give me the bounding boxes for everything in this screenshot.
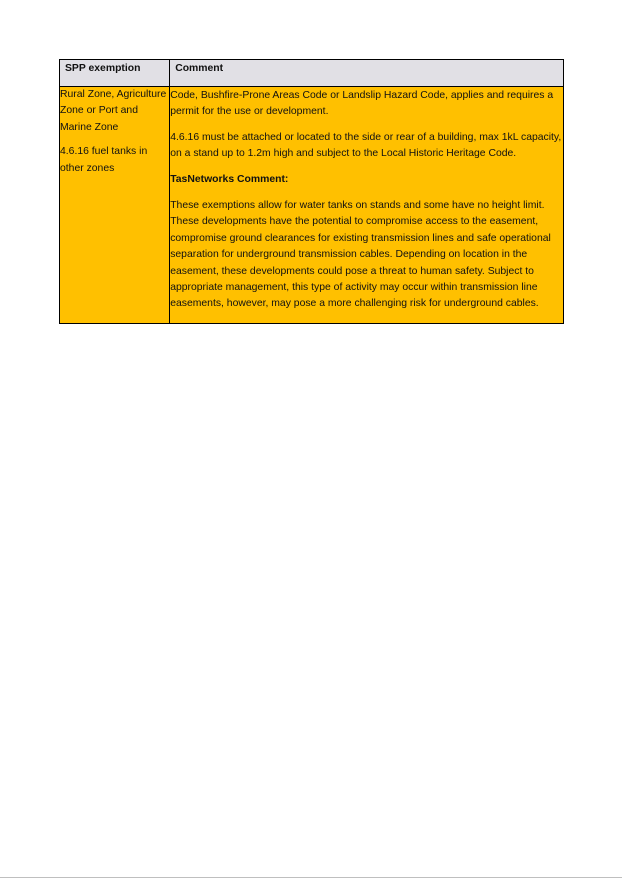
comment-paragraph: Code, Bushfire-Prone Areas Code or Landslip Hazard Code, applies and requires a permit for the use or development. [170, 90, 554, 118]
exemption-item-fuel-tanks: 4.6.16 fuel tanks in other zones [60, 146, 148, 174]
tasnetworks-comment-text: These exemptions allow for water tanks on stands and some have no height limit. These developments have the potential to compromise access to the easement, compromise ground clearances for existing transmission lines and safe operational separation for underground transmission cables. Depending on location in the easement, these developments could pose a threat to human safety. Subject to appropriate management, this type of activity may occur within transmission line easements, however, may pose a more challenging risk for underground cables. [170, 200, 551, 310]
page-bottom-divider [0, 877, 622, 878]
spp-exemption-table [59, 59, 564, 324]
table-row [60, 87, 564, 324]
exemption-cell [60, 87, 170, 324]
comment-paragraph: 4.6.16 must be attached or located to the side or rear of a building, max 1kL capacity, on a stand up to 1.2m high and subject to the Local Historic Heritage Code. [170, 131, 562, 160]
header-comment: Comment [170, 60, 564, 87]
header-spp-exemption: SPP exemption [60, 60, 170, 87]
comment-cell [170, 87, 564, 324]
exemption-item-zones: Rural Zone, Agriculture Zone or Port and Marine Zone [60, 89, 167, 133]
table-header-row [60, 60, 564, 87]
tasnetworks-comment-heading: TasNetworks Comment: [170, 173, 289, 185]
